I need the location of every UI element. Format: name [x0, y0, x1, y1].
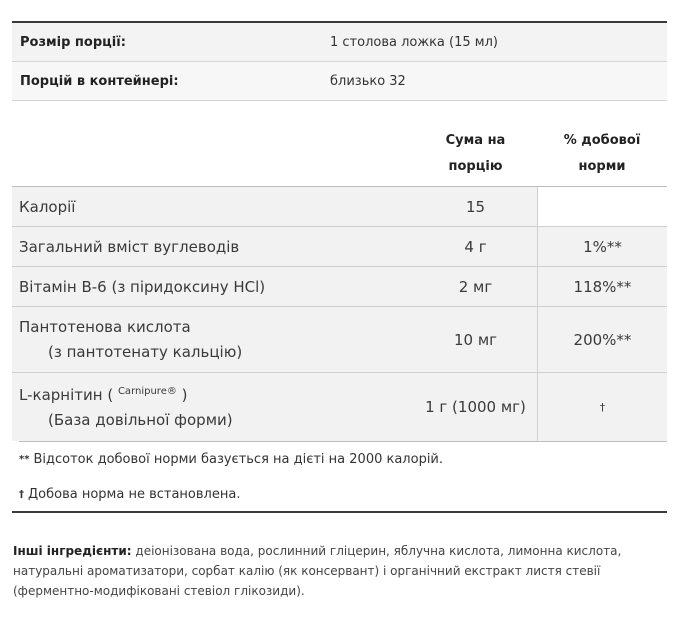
- nutrient-name: Калорії: [19, 197, 76, 216]
- nutrient-amount: 4 г: [464, 237, 487, 256]
- nutrient-daily-value: 200%**: [573, 330, 632, 349]
- nutrient-name: L-карнітин (: [19, 385, 114, 404]
- footnotes: [12, 441, 667, 511]
- nutrient-amount: 15: [465, 197, 486, 216]
- nutrient-name-detail: (База довільної форми): [48, 410, 233, 429]
- header-dv-line2: норми: [578, 158, 626, 174]
- nutrient-daily-value: †: [599, 400, 606, 414]
- nutrient-amount: 1 г (1000 мг): [425, 398, 526, 416]
- nutrient-daily-value: 1%**: [583, 237, 622, 256]
- header-amount-line2: порцію: [448, 158, 503, 174]
- header-amount-line1: Сума на: [445, 132, 506, 148]
- header-daily-value-column: [537, 121, 667, 186]
- spacer: [12, 101, 667, 121]
- other-ingredients-text: деіонізована вода, рослинний гліцерин, яблучна кислота, лимонна кислота, натуральні ароматизатори, сорбат калію (як консервант) і органічний екстракт листя стевії (ферментно-модифіковані стевіол глікозиди).: [13, 544, 622, 598]
- footnote-mark: †: [19, 488, 24, 500]
- nutrient-row-carbohydrates: [12, 227, 667, 267]
- nutrient-row-vitamin-b6: [12, 267, 667, 307]
- header-amount-column: [414, 121, 537, 186]
- serving-size-value: 1 столова ложка (15 мл): [330, 34, 498, 50]
- serving-size-label: Розмір порції:: [20, 34, 126, 50]
- nutrient-name: Вітамін B-6 (з піридоксину HCl): [19, 277, 266, 296]
- footnote-mark: **: [19, 454, 30, 465]
- serving-size-row: [12, 23, 667, 62]
- nutrient-amount: 10 мг: [453, 330, 498, 349]
- nutrient-name: Загальний вміст вуглеводів: [19, 237, 240, 256]
- servings-per-container-row: [12, 62, 667, 101]
- nutrient-name: Пантотенова кислота: [19, 318, 191, 336]
- footnote-text: Відсоток добової норми базується на дієті на 2000 калорій.: [33, 452, 444, 467]
- servings-per-container-value: близько 32: [330, 73, 406, 89]
- nutrient-amount: 2 мг: [458, 277, 493, 296]
- trademark-superscript: Carnipure®: [117, 385, 177, 397]
- header-dv-line1: % добової: [563, 132, 641, 148]
- nutrient-row-l-carnitine: [12, 373, 667, 441]
- nutrient-name-wrapper: [19, 386, 414, 404]
- other-ingredients-label: Інші інгредієнти:: [13, 544, 132, 558]
- nutrient-row-pantothenic-acid: [12, 307, 667, 373]
- supplement-facts-table: [12, 21, 667, 513]
- footnote-not-established: [19, 477, 667, 511]
- nutrient-daily-value: 118%**: [573, 277, 632, 296]
- footnote-text: Добова норма не встановлена.: [28, 486, 241, 502]
- servings-per-container-label: Порцій в контейнері:: [20, 73, 179, 89]
- header-name-column: [12, 121, 414, 186]
- nutrient-name-detail: (з пантотенату кальцію): [48, 343, 243, 361]
- footnote-daily-value-basis: [19, 441, 667, 477]
- nutrient-row-calories: [12, 187, 667, 227]
- other-ingredients: [13, 541, 653, 601]
- nutrient-name-close: ): [176, 385, 188, 404]
- nutrient-table-header: [12, 121, 667, 187]
